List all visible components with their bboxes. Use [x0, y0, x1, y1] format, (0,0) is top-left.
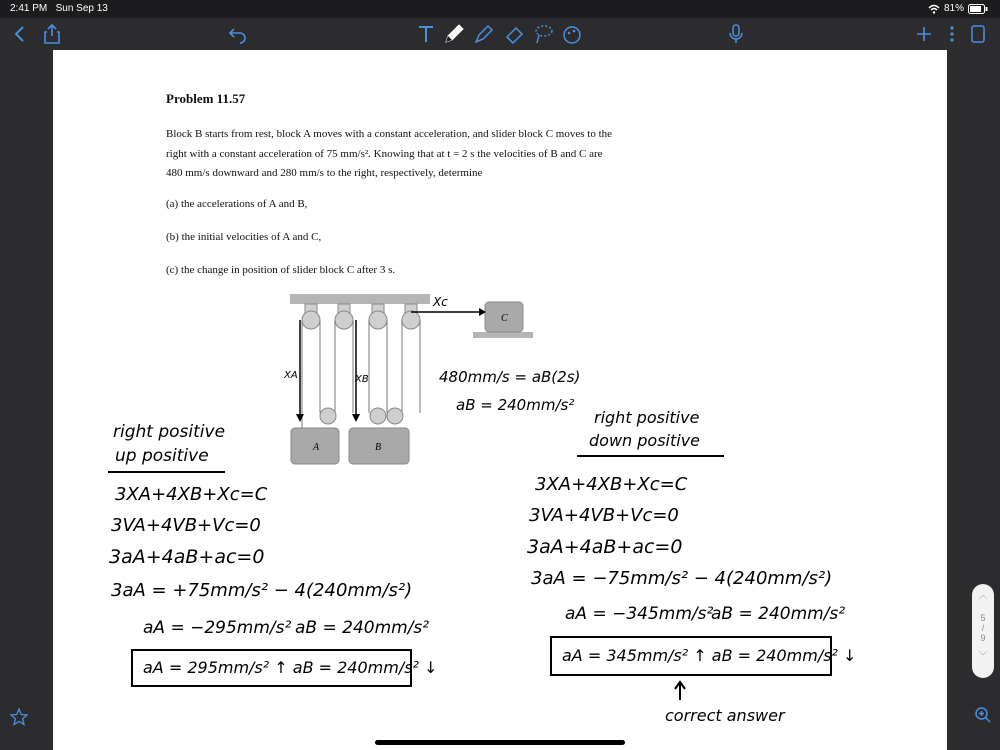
- chevron-down-icon[interactable]: ﹀: [978, 651, 988, 661]
- pen-icon[interactable]: [442, 22, 466, 46]
- right-line-1: 3XA+4XB+Xc=C: [535, 474, 688, 495]
- left-heading-underline: [108, 471, 225, 473]
- label-block-a: A: [313, 442, 320, 453]
- right-line-4: 3aA = −75mm/s² − 4(240mm/s²): [531, 568, 833, 589]
- label-block-b: B: [375, 442, 382, 453]
- label-block-c: C: [501, 313, 508, 324]
- right-heading-underline: [577, 455, 724, 457]
- right-heading-2: down positive: [589, 431, 701, 450]
- right-heading-1: right positive: [594, 408, 700, 427]
- status-right: [928, 3, 988, 14]
- arrow-up-icon: [673, 680, 687, 702]
- right-answer-box: aA = 345mm/s² ↑ aB = 240mm/s² ↓: [550, 636, 832, 676]
- problem-line-1: Block B starts from rest, block A moves with a constant acceleration, and slider block C moves to the: [166, 128, 613, 140]
- page-total: 9: [980, 633, 986, 643]
- lasso-icon[interactable]: [532, 22, 556, 46]
- document-page[interactable]: [53, 50, 947, 750]
- color-icon[interactable]: [560, 22, 584, 46]
- left-line-5b: aB = 240mm/s²: [295, 618, 430, 638]
- favorite-star-icon[interactable]: [10, 708, 28, 726]
- problem-title: Problem 11.57: [166, 91, 246, 106]
- right-line-3: 3aA+4aB+ac=0: [527, 536, 683, 558]
- problem-part-c: (c) the change in position of slider block C after 3 s.: [166, 264, 396, 276]
- add-icon[interactable]: [912, 22, 936, 46]
- note-eq1: 480mm/s = aB(2s): [439, 368, 581, 386]
- chevron-up-icon[interactable]: ︿: [978, 590, 988, 600]
- status-bar: [0, 0, 1000, 18]
- status-date: Sun Sep 13: [55, 3, 108, 14]
- microphone-icon[interactable]: [724, 22, 748, 46]
- status-time: 2:41 PM: [10, 3, 48, 14]
- right-line-5a: aA = −345mm/s²: [565, 604, 714, 624]
- highlighter-icon[interactable]: [472, 22, 496, 46]
- left-line-3: 3aA+4aB+ac=0: [109, 546, 265, 568]
- pages-icon[interactable]: [966, 22, 990, 46]
- toolbar: [0, 18, 1000, 50]
- page-separator: /: [981, 623, 985, 633]
- block-pulleys: [320, 408, 403, 424]
- wifi-icon: [928, 4, 940, 14]
- right-line-5b: aB = 240mm/s²: [711, 604, 846, 624]
- page-navigator[interactable]: [972, 584, 994, 678]
- problem-part-b: (b) the initial velocities of A and C,: [166, 231, 322, 243]
- more-icon[interactable]: [940, 22, 964, 46]
- label-xb: XB: [355, 374, 369, 385]
- left-heading-2: up positive: [115, 446, 209, 466]
- battery-percent: 81%: [943, 3, 964, 14]
- label-xc: Xc: [433, 295, 448, 309]
- slider-ground: [473, 332, 533, 338]
- home-indicator[interactable]: [375, 740, 625, 745]
- problem-line-2: right with a constant acceleration of 75 mm/s². Knowing that at t = 2 s the velocities of B and C are: [166, 148, 603, 160]
- left-line-2: 3VA+4VB+Vc=0: [111, 515, 261, 536]
- share-icon[interactable]: [40, 22, 64, 46]
- right-line-2: 3VA+4VB+Vc=0: [529, 505, 679, 526]
- eraser-icon[interactable]: [502, 22, 526, 46]
- status-left: [10, 3, 108, 14]
- page-current: 5: [980, 613, 986, 623]
- problem-line-3: 480 mm/s downward and 280 mm/s to the right, respectively, determine: [166, 167, 483, 179]
- note-eq2: aB = 240mm/s²: [456, 396, 575, 414]
- left-line-5a: aA = −295mm/s²: [143, 618, 292, 638]
- correct-answer-note: correct answer: [665, 706, 785, 725]
- left-answer-box: aA = 295mm/s² ↑ aB = 240mm/s² ↓: [131, 649, 412, 687]
- left-heading-1: right positive: [113, 422, 226, 442]
- left-line-4: 3aA = +75mm/s² − 4(240mm/s²): [111, 580, 413, 601]
- undo-icon[interactable]: [226, 22, 250, 46]
- text-tool-icon[interactable]: [414, 22, 438, 46]
- label-xa: XA: [284, 370, 298, 381]
- back-icon[interactable]: [8, 22, 32, 46]
- ceiling: [290, 294, 430, 304]
- zoom-icon[interactable]: [974, 706, 992, 724]
- problem-part-a: (a) the accelerations of A and B,: [166, 198, 308, 210]
- left-line-1: 3XA+4XB+Xc=C: [115, 484, 268, 505]
- battery-icon: [968, 4, 988, 14]
